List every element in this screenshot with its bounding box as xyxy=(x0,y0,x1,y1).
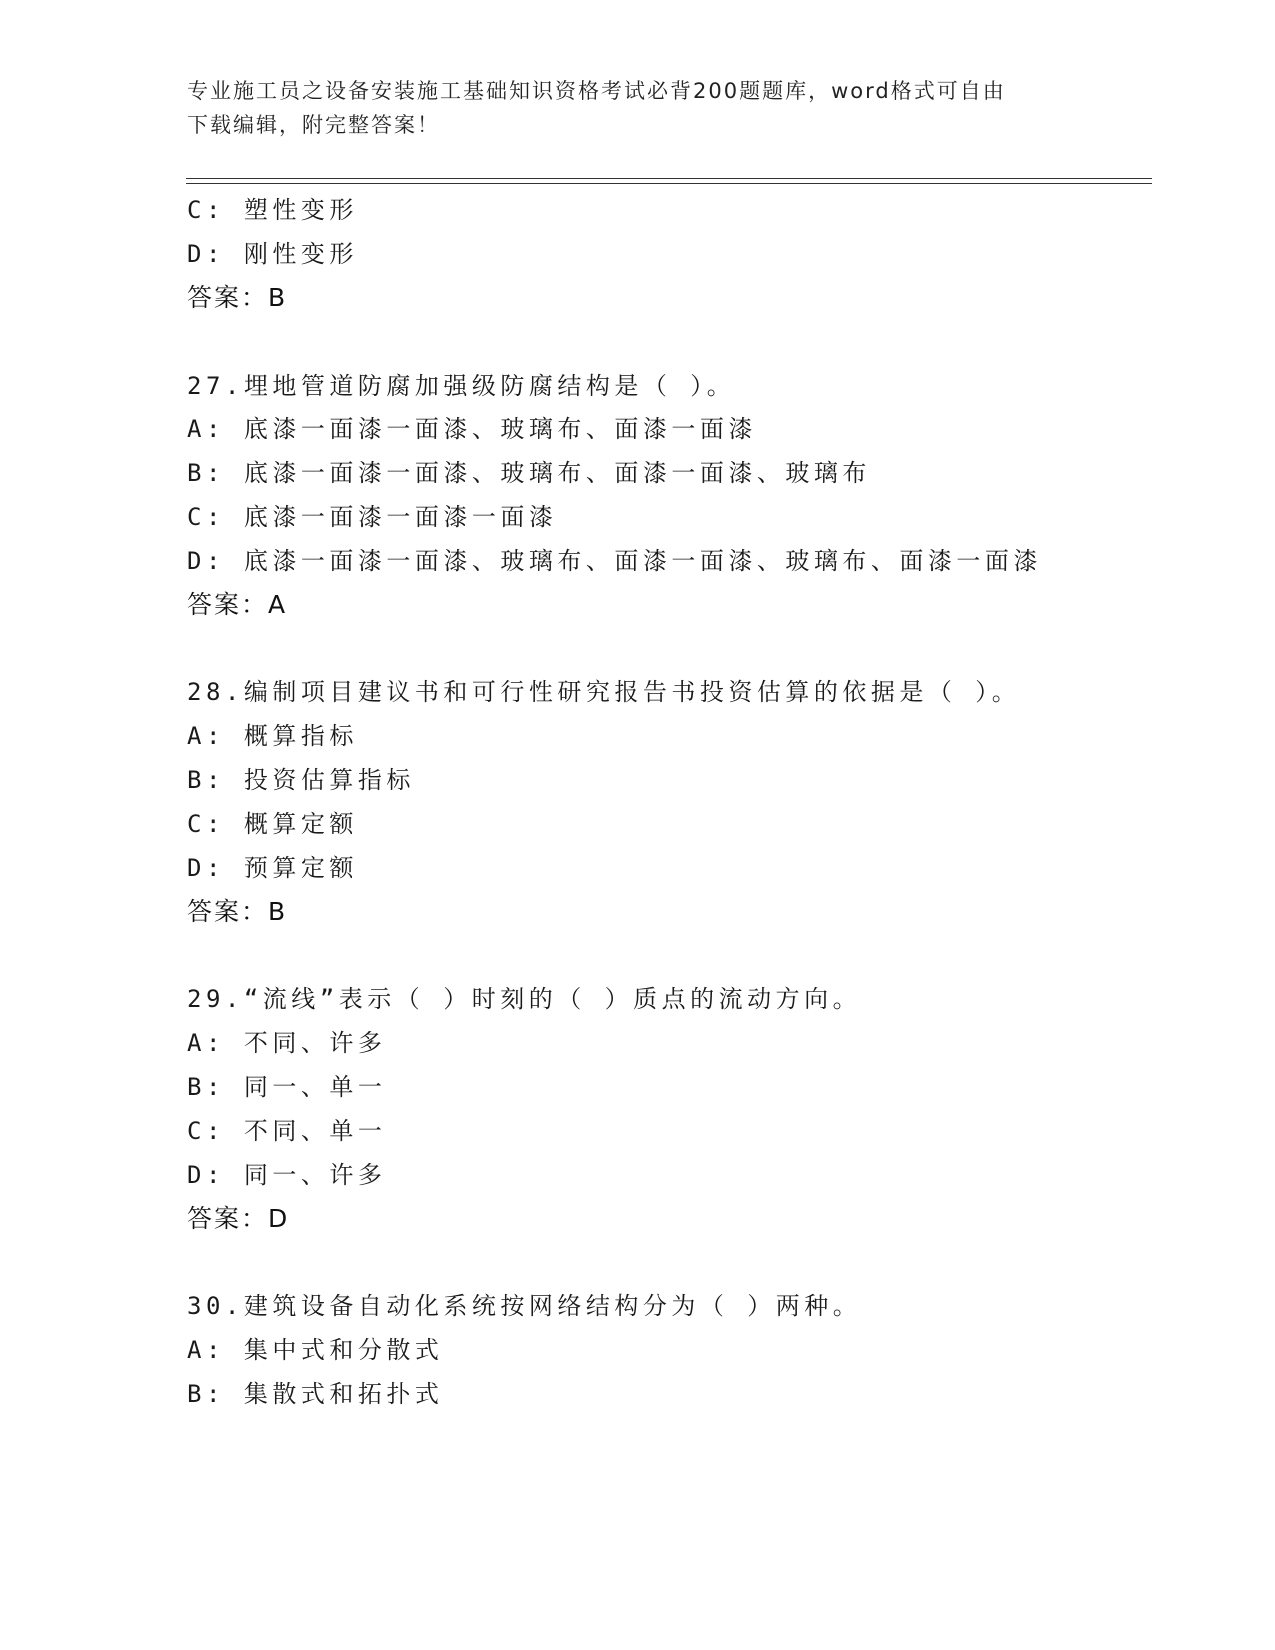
header-line-1: 专业施工员之设备安装施工基础知识资格考试必背200题题库，word格式可自由 xyxy=(187,79,1006,103)
option-28-b: B: 投资估算指标 xyxy=(187,766,415,794)
option-29-b: B: 同一、单一 xyxy=(187,1073,387,1101)
option-27-a: A: 底漆一面漆一面漆、玻璃布、面漆一面漆 xyxy=(187,415,757,443)
document-header xyxy=(187,74,1087,142)
question-28-stem: 28.编制项目建议书和可行性研究报告书投资估算的依据是（ ）。 xyxy=(187,678,1021,706)
answer-26: 答案：B xyxy=(187,283,288,312)
question-29-stem: 29.“流线”表示（ ）时刻的（ ）质点的流动方向。 xyxy=(187,985,862,1013)
answer-29: 答案：D xyxy=(187,1204,290,1233)
answer-27: 答案：A xyxy=(187,590,288,619)
option-28-d: D: 预算定额 xyxy=(187,854,358,882)
header-line-2: 下载编辑，附完整答案！ xyxy=(187,113,440,137)
answer-28: 答案：B xyxy=(187,897,288,926)
option-30-a: A: 集中式和分散式 xyxy=(187,1336,444,1364)
option-28-a: A: 概算指标 xyxy=(187,722,358,750)
option-30-b: B: 集散式和拓扑式 xyxy=(187,1380,444,1408)
header-rule-top xyxy=(186,178,1152,179)
option-27-b: B: 底漆一面漆一面漆、玻璃布、面漆一面漆、玻璃布 xyxy=(187,459,871,487)
option-27-c: C: 底漆一面漆一面漆一面漆 xyxy=(187,503,558,531)
option-29-c: C: 不同、单一 xyxy=(187,1117,387,1145)
question-27-stem: 27.埋地管道防腐加强级防腐结构是（ ）。 xyxy=(187,372,736,400)
option-27-d: D: 底漆一面漆一面漆、玻璃布、面漆一面漆、玻璃布、面漆一面漆 xyxy=(187,547,1042,575)
question-30-stem: 30.建筑设备自动化系统按网络结构分为（ ）两种。 xyxy=(187,1292,862,1320)
option-26-c: C: 塑性变形 xyxy=(187,196,358,224)
header-rule-bottom xyxy=(186,183,1152,184)
option-29-a: A: 不同、许多 xyxy=(187,1029,387,1057)
option-29-d: D: 同一、许多 xyxy=(187,1161,387,1189)
option-26-d: D: 刚性变形 xyxy=(187,240,358,268)
option-28-c: C: 概算定额 xyxy=(187,810,358,838)
